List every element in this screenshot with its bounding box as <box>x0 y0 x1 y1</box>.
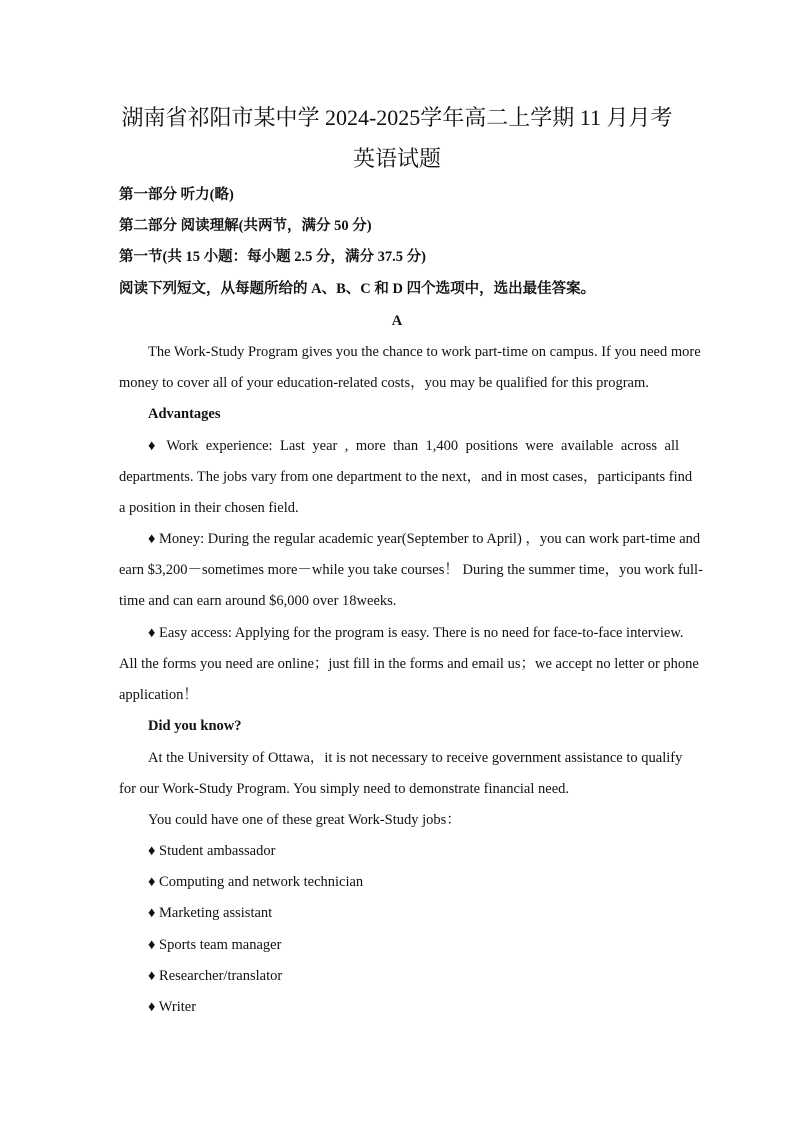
instruction-text: 阅读下列短文，从每题所给的 A、B、C 和 D 四个选项中，选出最佳答案。 <box>119 281 596 297</box>
paragraph-intro-line: The Work-Study Program gives you the chance to work part-time on campus. If you need more <box>148 344 701 360</box>
job-list-item: ♦ Marketing assistant <box>148 905 273 921</box>
did-you-know-heading: Did you know? <box>148 718 242 734</box>
section-one-heading: 第一节(共 15 小题：每小题 2.5 分，满分 37.5 分) <box>119 249 426 265</box>
jobs-intro-text: You could have one of these great Work-Study jobs： <box>148 812 461 828</box>
job-list-item: ♦ Student ambassador <box>148 843 276 859</box>
paragraph-ottawa-line: for our Work-Study Program. You simply need to demonstrate financial need. <box>119 781 570 797</box>
passage-label: A <box>391 313 403 329</box>
paragraph-ottawa-line: At the University of Ottawa，it is not necessary to receive government assistance to qualify <box>148 750 683 766</box>
paragraph-access-line: application！ <box>119 687 198 703</box>
document-title: 湖南省祁阳市某中学 2024-2025学年高二上学期 11 月月考 <box>121 105 673 130</box>
paragraph-access-line: ♦ Easy access: Applying for the program is easy. There is no need for face-to-face interview. <box>148 625 684 641</box>
advantages-heading: Advantages <box>148 406 221 422</box>
paragraph-work-line: departments. The jobs vary from one department to the next，and in most cases，participants find <box>119 469 693 485</box>
paragraph-money-line: ♦ Money: During the regular academic year(September to April) ，you can work part-time and <box>148 531 701 547</box>
job-list-item: ♦ Writer <box>148 999 197 1015</box>
document-subtitle: 英语试题 <box>352 146 441 171</box>
job-list-item: ♦ Sports team manager <box>148 937 282 953</box>
paragraph-money-line: time and can earn around $6,000 over 18weeks. <box>119 593 397 609</box>
part-two-heading: 第二部分 阅读理解(共两节，满分 50 分) <box>119 218 372 234</box>
paragraph-work-line: ♦ Work experience: Last year , more than 1,400 positions were available across all <box>148 438 679 454</box>
job-list-item: ♦ Researcher/translator <box>148 968 283 984</box>
job-list-item: ♦ Computing and network technician <box>148 874 364 890</box>
paragraph-money-line: earn $3,200－sometimes more－while you take courses！ During the summer time，you work full- <box>119 562 703 578</box>
paragraph-intro-line: money to cover all of your education-related costs，you may be qualified for this program. <box>119 375 649 391</box>
paragraph-work-line: a position in their chosen field. <box>119 500 299 516</box>
paragraph-access-line: All the forms you need are online；just fill in the forms and email us；we accept no letter or phone <box>119 656 699 672</box>
part-one-heading: 第一部分 听力(略) <box>119 187 234 203</box>
